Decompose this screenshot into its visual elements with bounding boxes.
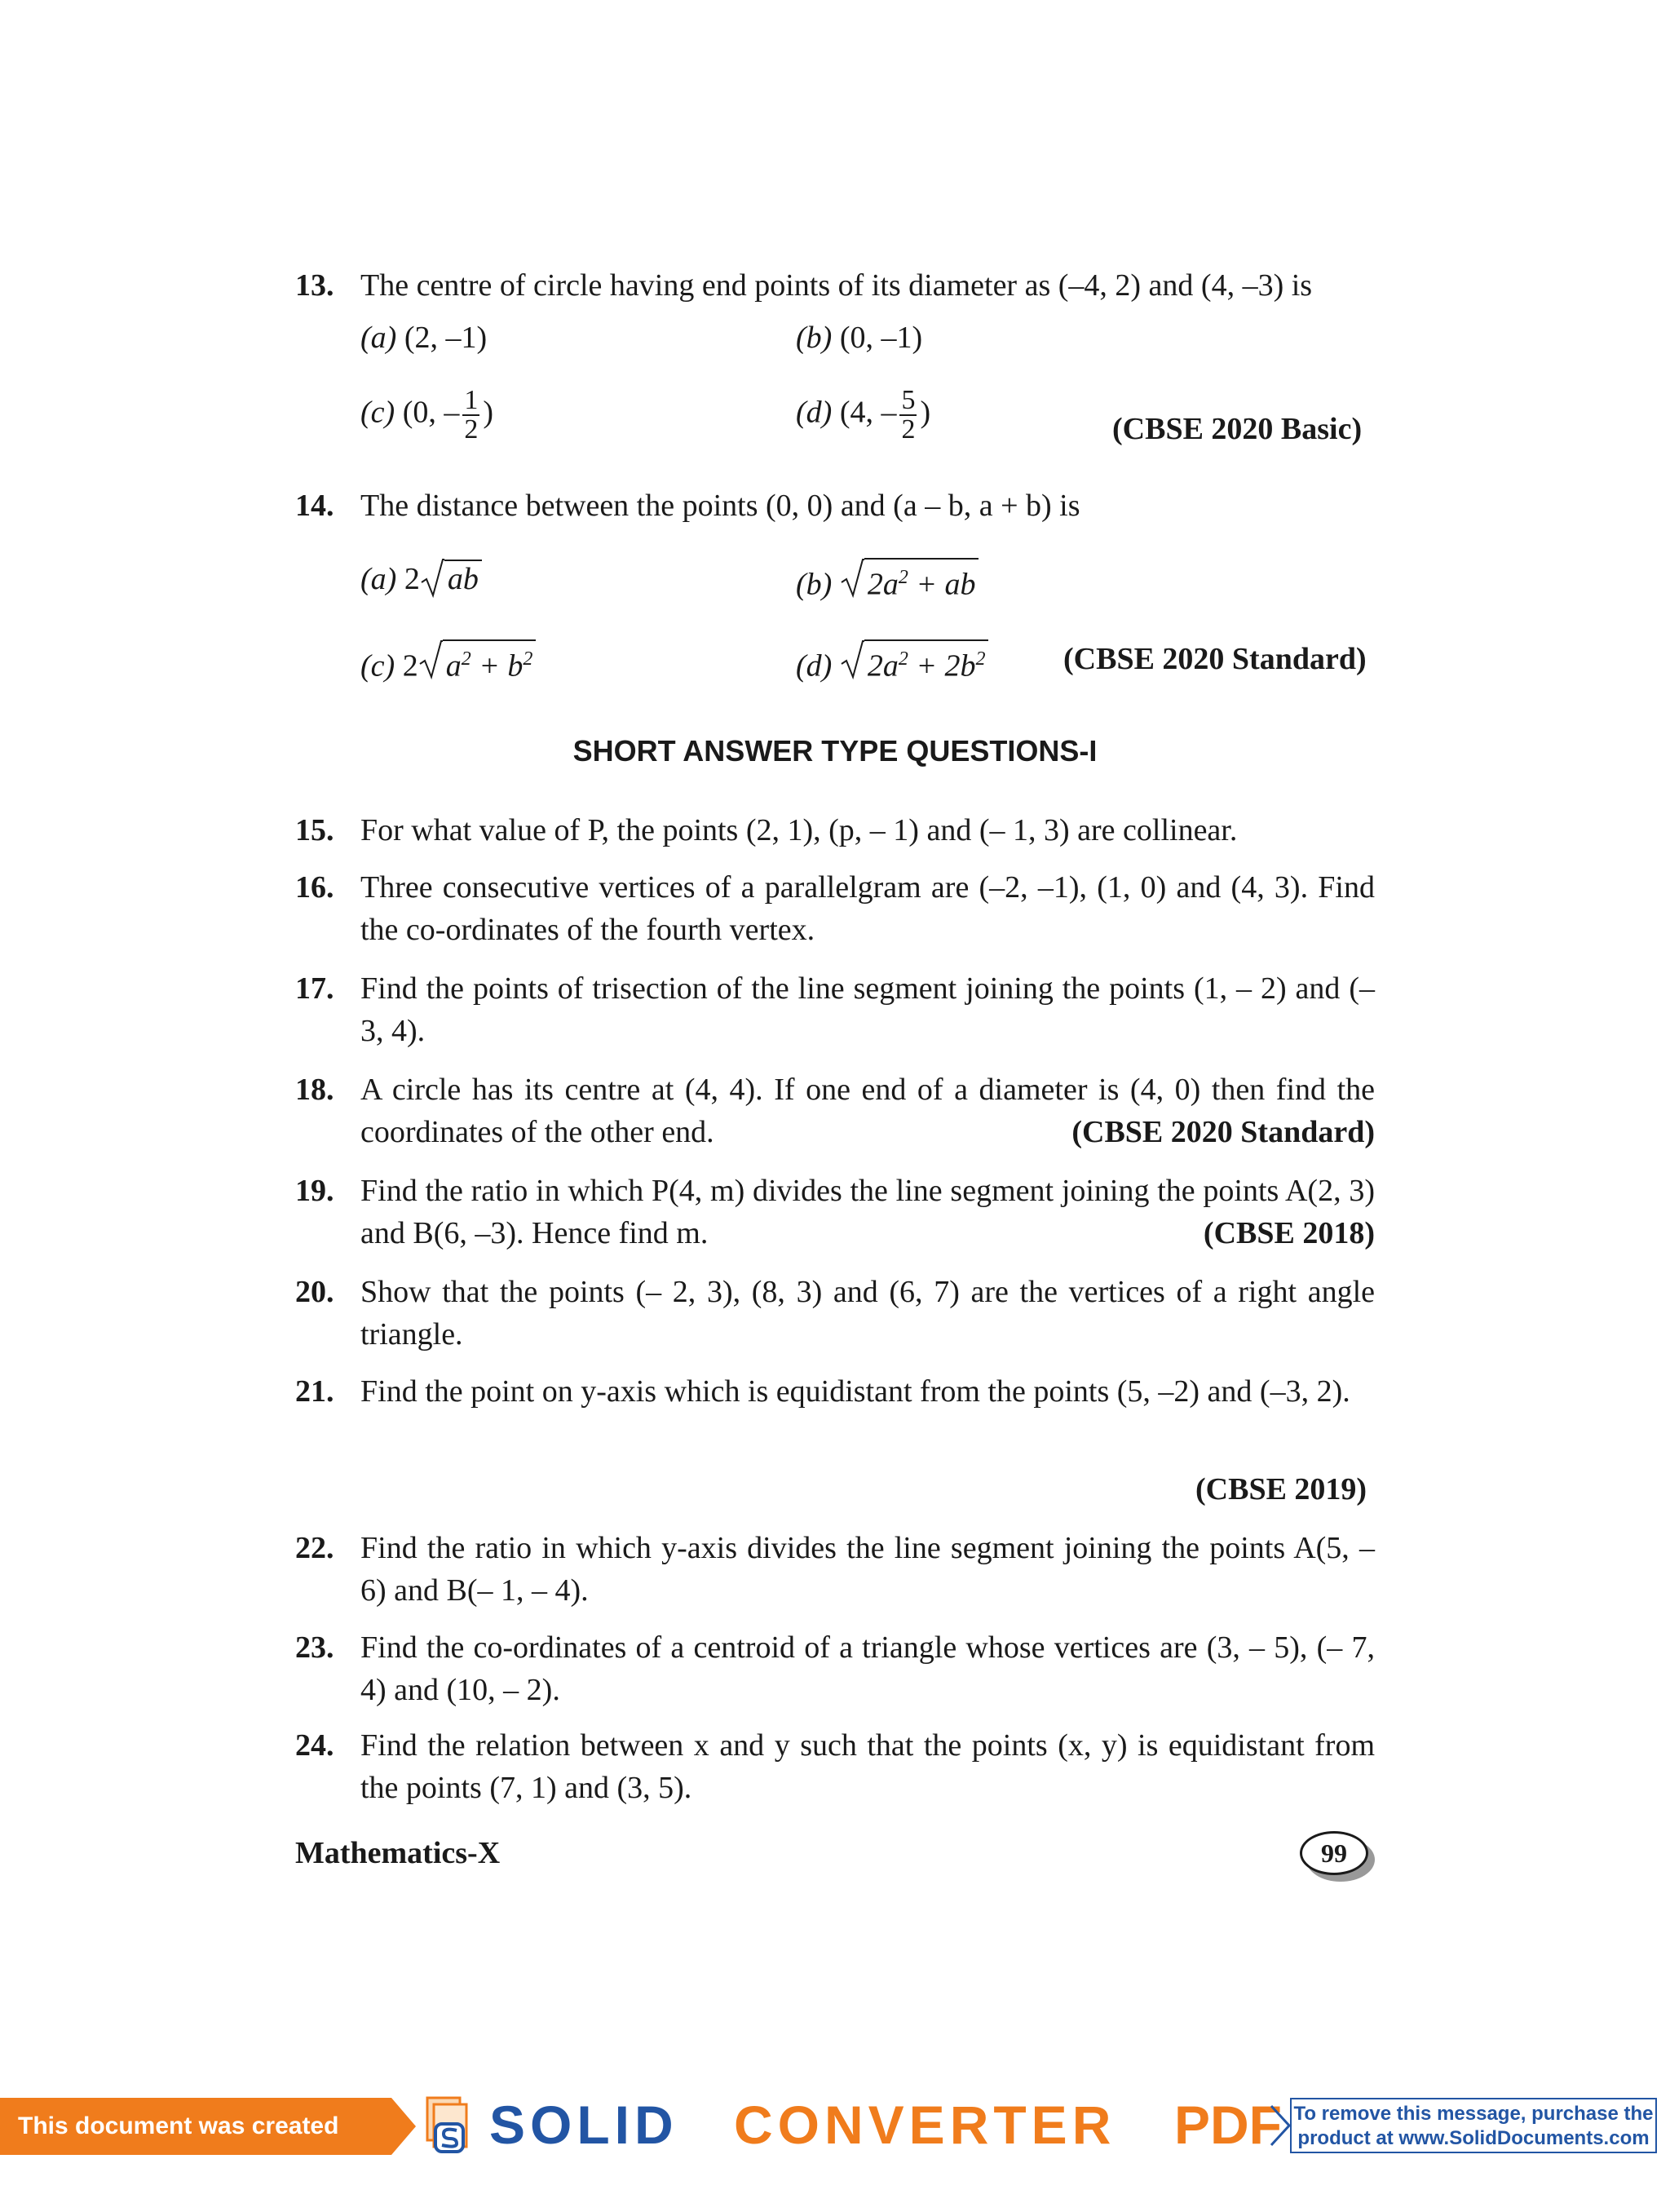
option-label: (a)	[360, 321, 397, 355]
question-text: The centre of circle having end points of its diameter as (–4, 2) and (4, –3) is	[360, 268, 1313, 303]
question-number: 24.	[295, 1728, 334, 1763]
option-label: (c)	[360, 395, 395, 430]
question-number: 22.	[295, 1531, 334, 1565]
option-value: (0, –1)	[839, 321, 923, 355]
option-label: (c)	[360, 648, 395, 684]
page-number: 99	[1300, 1831, 1368, 1875]
question-text: For what value of P, the points (2, 1), (p, – 1) and (– 1, 3) are collinear.	[360, 813, 1238, 847]
question-18	[295, 1068, 1375, 1153]
question-number: 21.	[295, 1374, 334, 1409]
square-root	[840, 558, 979, 606]
question-text: Find the relation between x and y such that the points (x, y) is equidistant from the points (7, 1) and (3, 5).	[360, 1728, 1375, 1805]
fraction-denominator: 2	[464, 414, 479, 445]
radicand-part: + 2b	[908, 648, 976, 684]
question-number: 16.	[295, 870, 334, 905]
question-text: Find the co-ordinates of a centroid of a triangle whose vertices are (3, – 5), (– 7, 4) and (10, – 2).	[360, 1630, 1375, 1707]
q14-option-c	[360, 639, 536, 688]
section-heading: SHORT ANSWER TYPE QUESTIONS-I	[572, 734, 1098, 768]
question-17	[295, 967, 1375, 1052]
radicand-part: + ab	[908, 567, 976, 602]
question-text	[360, 1068, 1375, 1153]
chevron-right-icon	[1268, 2103, 1292, 2148]
option-label: (a)	[360, 562, 397, 596]
question-15	[295, 809, 1375, 852]
question-13	[295, 264, 1375, 307]
fraction-numerator: 1	[464, 385, 479, 415]
question-14	[295, 484, 1375, 527]
question-text: The distance between the points (0, 0) and (a – b, a + b) is	[360, 489, 1080, 523]
q13-option-a	[360, 316, 487, 359]
question-number: 18.	[295, 1073, 334, 1107]
question-24	[295, 1724, 1375, 1809]
question-body: Find the ratio in which P(4, m) divides the line segment joining the points A(2, 3) and B(6, –3). Hence find m.	[360, 1174, 1375, 1250]
solid-converter-logo-icon	[424, 2095, 473, 2155]
radicand-part: 2a	[867, 648, 899, 684]
question-source: (CBSE 2018)	[1203, 1216, 1375, 1250]
option-label: (b)	[796, 321, 833, 355]
radicand-part: a	[445, 648, 462, 684]
q14-source: (CBSE 2020 Standard)	[1063, 642, 1367, 676]
option-label: (b)	[796, 567, 833, 602]
question-16	[295, 866, 1375, 951]
banner-purchase-message[interactable]: To remove this message, purchase the product at www.SolidDocuments.com	[1290, 2098, 1657, 2153]
question-number: 23.	[295, 1630, 334, 1665]
fraction-numerator: 5	[901, 385, 916, 415]
q13-source: (CBSE 2020 Basic)	[1112, 412, 1363, 446]
exponent: 2	[898, 648, 908, 670]
q21-source: (CBSE 2019)	[1195, 1472, 1367, 1506]
question-number: 15.	[295, 813, 334, 847]
option-value: (2, –1)	[404, 321, 488, 355]
radicand	[864, 639, 989, 684]
square-root	[418, 639, 537, 688]
banner-brand-converter: CONVERTER	[734, 2095, 1116, 2155]
exponent: 2	[898, 567, 908, 588]
q13-option-d	[796, 387, 930, 444]
banner-arrow-icon	[391, 2098, 416, 2155]
coefficient: 2	[402, 648, 418, 684]
q14-option-d	[796, 639, 988, 688]
coefficient: 2	[404, 562, 420, 596]
question-number: 13.	[295, 268, 334, 303]
question-21	[295, 1370, 1375, 1413]
option-label: (d)	[796, 395, 833, 430]
question-body: A circle has its centre at (4, 4). If one end of a diameter is (4, 0) then find the coordinates of the other end.	[360, 1073, 1375, 1149]
q14-option-a	[360, 558, 482, 600]
question-text: Find the point on y-axis which is equidistant from the points (5, –2) and (–3, 2).	[360, 1374, 1350, 1409]
question-number: 19.	[295, 1174, 334, 1208]
fraction	[899, 387, 917, 444]
exponent: 2	[975, 648, 986, 670]
question-22	[295, 1527, 1375, 1612]
option-label: (d)	[796, 648, 833, 684]
radicand	[443, 639, 537, 684]
q13-option-b	[796, 316, 922, 359]
radicand-part: + b	[471, 648, 524, 684]
question-text: Find the ratio in which y-axis divides the line segment joining the points A(5, – 6) and B(– 1, – 4).	[360, 1531, 1375, 1608]
question-text: Find the points of trisection of the line segment joining the points (1, – 2) and (– 3, 4).	[360, 971, 1375, 1048]
option-value: (4, –	[839, 395, 897, 430]
question-20	[295, 1271, 1375, 1356]
banner-left-text: This document was created using	[0, 2098, 391, 2155]
question-text: Show that the points (– 2, 3), (8, 3) and (6, 7) are the vertices of a right angle triangle.	[360, 1275, 1375, 1352]
option-value: (0, –	[402, 395, 460, 430]
question-23	[295, 1626, 1375, 1711]
exponent: 2	[523, 648, 533, 670]
question-number: 20.	[295, 1275, 334, 1309]
question-text: Three consecutive vertices of a parallelgram are (–2, –1), (1, 0) and (4, 3). Find the co-ordinates of the fourth vertex.	[360, 870, 1375, 947]
page-number-badge	[1300, 1831, 1372, 1878]
exponent: 2	[461, 648, 471, 670]
fraction-denominator: 2	[901, 414, 916, 445]
radicand-part: 2a	[867, 567, 899, 602]
footer-subject: Mathematics-X	[295, 1836, 501, 1870]
q14-option-b	[796, 558, 979, 606]
square-root	[420, 558, 482, 600]
banner-brand-solid: SOLID	[489, 2095, 678, 2155]
option-value: )	[920, 395, 931, 430]
square-root	[840, 639, 989, 688]
question-number: 14.	[295, 489, 334, 523]
question-19	[295, 1170, 1375, 1254]
question-source: (CBSE 2020 Standard)	[1071, 1115, 1375, 1149]
banner-brand-pdf: PDF	[1174, 2095, 1282, 2155]
option-value: )	[483, 395, 493, 430]
question-number: 17.	[295, 971, 334, 1006]
radicand: ab	[444, 560, 482, 597]
question-text	[360, 1170, 1375, 1254]
fraction	[462, 387, 479, 444]
q13-option-c	[360, 387, 493, 444]
radicand	[864, 558, 979, 603]
